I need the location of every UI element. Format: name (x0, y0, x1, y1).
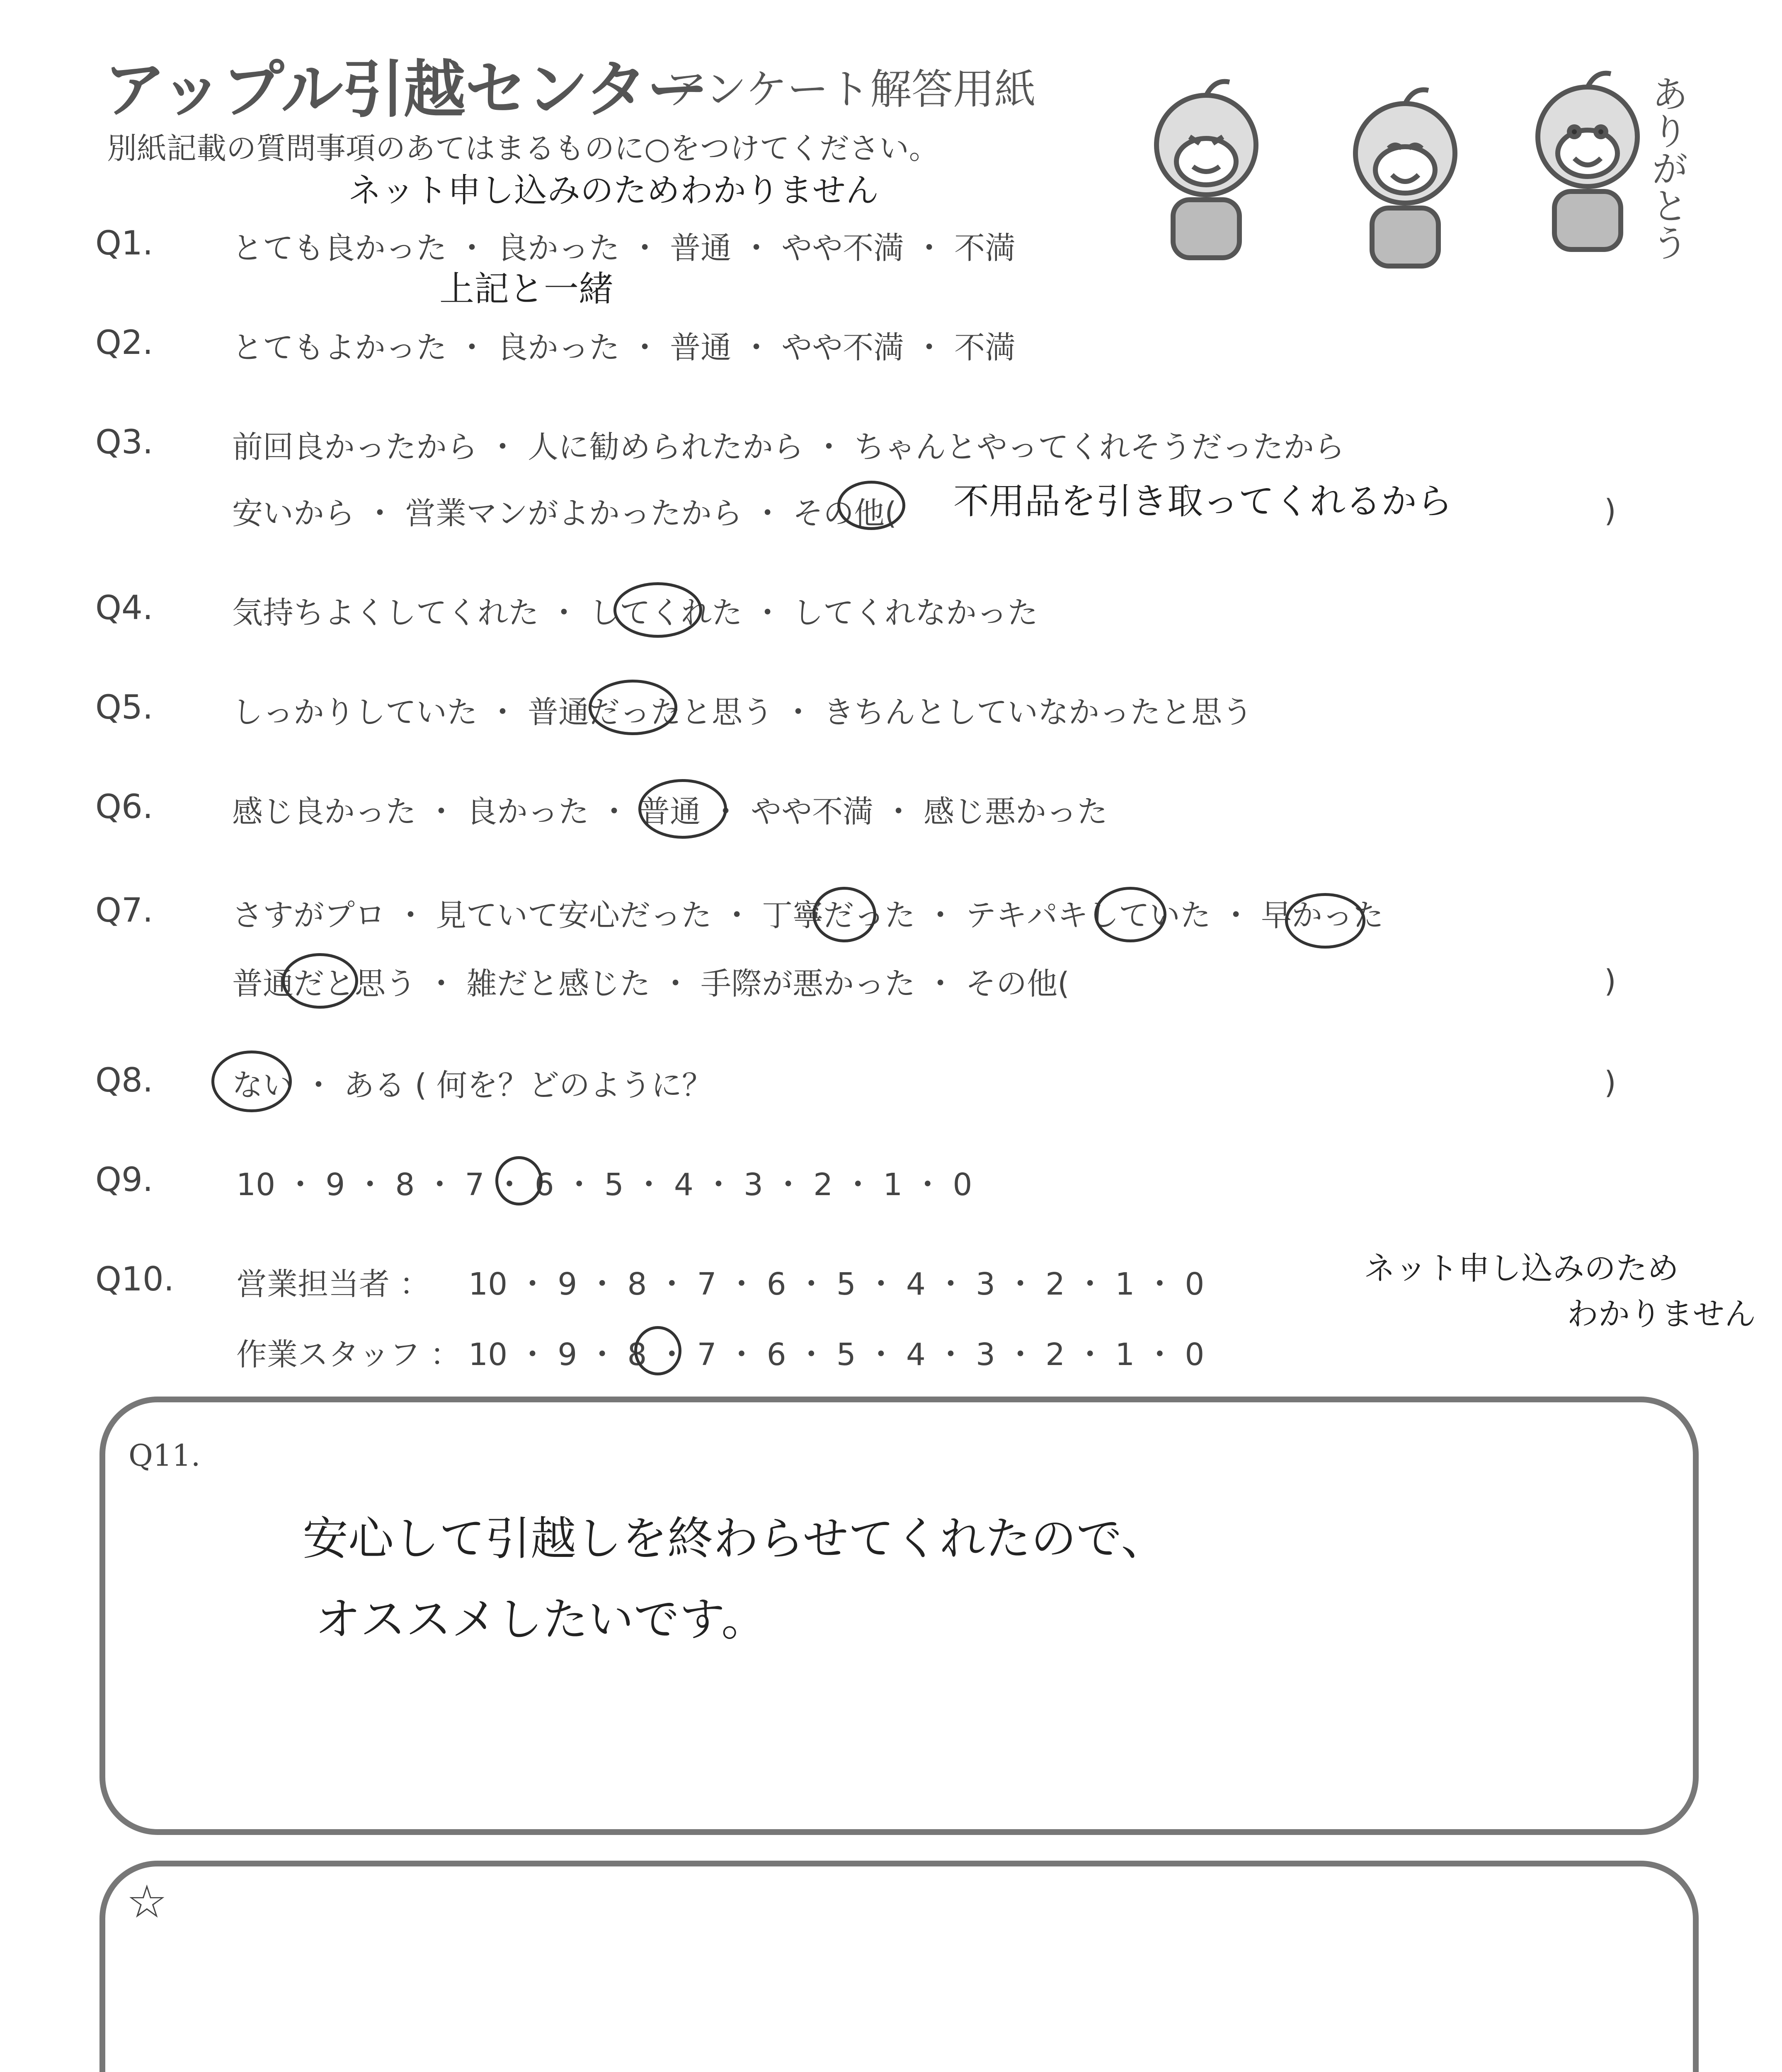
q1-number: Q1. (95, 224, 153, 262)
q6-options: 感じ良かった ・ 良かった ・ 普通 ・ やや不満 ・ 感じ悪かった (232, 794, 1108, 830)
q5-number: Q5. (95, 688, 153, 726)
q9-selection-circle (495, 1156, 543, 1205)
q7-number: Q7. (95, 891, 153, 929)
q8-options: ない ・ ある ( 何を？どのように？ (232, 1067, 713, 1103)
q3-close-paren: ) (1604, 493, 1616, 529)
q2-options: とてもよかった ・ 良かった ・ 普通 ・ やや不満 ・ 不満 (232, 330, 1016, 366)
q7-options-line1: さすがプロ ・ 見ていて安心だった ・ 丁寧だった ・ テキパキしていた ・ 早かった (232, 898, 1384, 933)
monkey-mascot-icon (1318, 79, 1492, 278)
q2-number: Q2. (95, 323, 153, 362)
q10-staff-label: 作業スタッフ ： (236, 1337, 461, 1372)
star-icon: ☆ (126, 1875, 167, 1928)
q10-handwritten-note-line1: ネット申し込みのため (1364, 1250, 1679, 1287)
q4-options: 気持ちよくしてくれた ・ してくれた ・ してくれなかった (232, 595, 1038, 631)
q10-handwritten-note-line2: わかりません (1567, 1295, 1756, 1332)
q6-number: Q6. (95, 787, 153, 826)
q9-number: Q9. (95, 1160, 153, 1199)
q4-number: Q4. (95, 588, 153, 627)
q11-comment-line2: オススメしたいです。 (315, 1593, 767, 1646)
q10-sales-scale: 10 ・ 9 ・ 8 ・ 7 ・ 6 ・ 5 ・ 4 ・ 3 ・ 2 ・ 1 ・ 0 (468, 1266, 1205, 1302)
q10-selection-circle (634, 1326, 681, 1375)
q4-selection-circle (613, 582, 702, 638)
instruction-text: 別紙記載の質問事項のあてはまるものに○をつけてください。 (107, 131, 939, 166)
monkey-mascot-icon (1119, 70, 1293, 269)
q10-sales-label: 営業担当者 ： (236, 1266, 430, 1302)
q3-options-line2: 安いから ・ 営業マンがよかったから ・ その他( (232, 496, 897, 531)
q5-options: しっかりしていた ・ 普通だったと思う ・ きちんとしていなかったと思う (232, 695, 1253, 730)
q3-options-line1: 前回良かったから ・ 人に勧められたから ・ ちゃんとやってくれそうだったから (232, 429, 1345, 465)
form-title: アンケート解答用紙 (665, 65, 1036, 114)
q5-selection-circle (589, 680, 677, 735)
q3-selection-circle (837, 481, 905, 530)
q8-number: Q8. (95, 1061, 153, 1099)
q3-number: Q3. (95, 423, 153, 461)
q7-close-paren: ) (1604, 963, 1616, 999)
q1-handwritten-note: ネット申し込みのためわかりません (348, 171, 879, 210)
company-name: アップル引越センター (104, 54, 708, 126)
q7-selection-circle (812, 887, 876, 942)
q7-selection-circle (282, 953, 358, 1009)
q10-staff-scale: 10 ・ 9 ・ 8 ・ 7 ・ 6 ・ 5 ・ 4 ・ 3 ・ 2 ・ 1 ・ 0 (468, 1337, 1205, 1372)
q1-options: とても良かった ・ 良かった ・ 普通 ・ やや不満 ・ 不満 (232, 230, 1016, 266)
q3-other-answer: 不用品を引き取ってくれるから (953, 481, 1452, 522)
q7-options-line2: 普通だと思う ・ 雑だと感じた ・ 手際が悪かった ・ その他( (232, 966, 1070, 1002)
q6-selection-circle (638, 779, 727, 839)
q7-selection-circle (1094, 887, 1166, 942)
q11-label: Q11. (128, 1438, 201, 1473)
q8-close-paren: ) (1604, 1065, 1616, 1101)
q2-handwritten-note: 上記と一緒 (439, 269, 614, 309)
q7-selection-circle (1285, 893, 1365, 949)
q8-selection-circle (211, 1051, 292, 1112)
free-comment-box (99, 1861, 1699, 2072)
q10-number: Q10. (95, 1260, 175, 1298)
q9-scale: 10 ・ 9 ・ 8 ・ 7 ・ 6 ・ 5 ・ 4 ・ 3 ・ 2 ・ 1 ・ 0 (236, 1167, 972, 1203)
thanks-text: ありがとう (1645, 75, 1688, 261)
q11-comment-line1: 安心して引越しを終わらせてくれたので、 (303, 1512, 1167, 1565)
